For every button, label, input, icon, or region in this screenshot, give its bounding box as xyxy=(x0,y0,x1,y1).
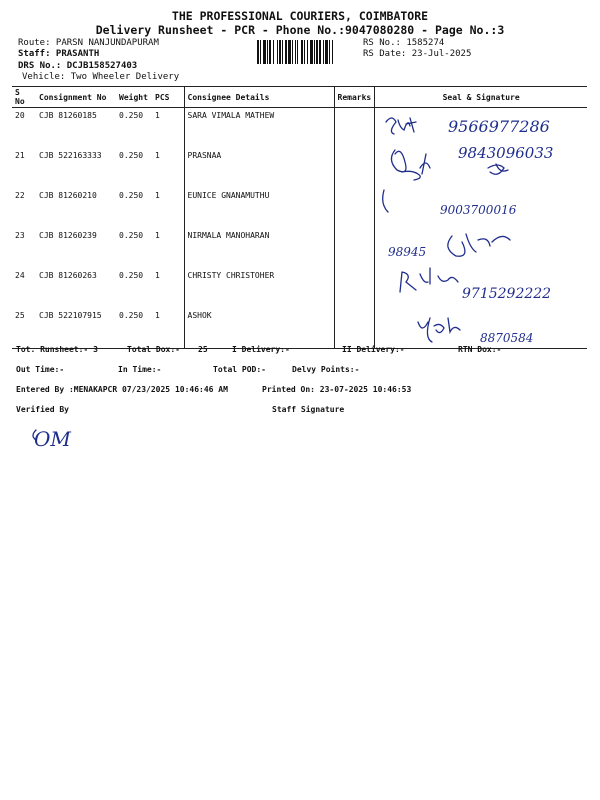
signature-scribble xyxy=(33,430,36,440)
in-time-label: In Time:- xyxy=(118,365,162,374)
cell-sno: 20 xyxy=(15,111,25,120)
cell-sno: 22 xyxy=(15,191,25,200)
cell-remarks xyxy=(334,228,375,268)
cell-weight: 0.250 xyxy=(119,271,144,280)
handwritten-phone: 9843096033 xyxy=(458,144,554,162)
handwritten-phone: 9003700016 xyxy=(440,203,517,217)
cell-sno: 24 xyxy=(15,271,25,280)
barcode-bar xyxy=(301,40,303,64)
handwritten-phone: 9715292222 xyxy=(462,286,552,302)
barcode-bar xyxy=(269,40,271,64)
barcode-bar xyxy=(260,40,261,64)
barcode-bar xyxy=(297,40,298,64)
cell-consignee: EUNICE GNANAMUTHU xyxy=(184,188,334,228)
col-header-pcs: PCS xyxy=(152,87,184,108)
barcode-bar xyxy=(257,40,259,64)
cell-remarks xyxy=(334,108,375,149)
col-header-consignee: Consignee Details xyxy=(184,87,334,108)
table-row xyxy=(12,268,587,308)
drs-number: DRS No.: DCJB158527403 xyxy=(18,61,138,71)
barcode-bar xyxy=(285,40,287,64)
handwritten-phone: 98945 xyxy=(388,245,427,259)
cell-consignment: CJB 81260263 xyxy=(39,271,97,280)
table-row xyxy=(12,148,587,188)
printed-on: Printed On: 23-07-2025 10:46:53 xyxy=(262,385,412,394)
cell-seal xyxy=(375,268,587,308)
cell-consignee: PRASNAA xyxy=(184,148,334,188)
entered-by: Entered By :MENAKAPCR 07/23/2025 10:46:46 AM xyxy=(16,385,228,394)
cell-seal xyxy=(375,188,587,228)
cell-consignee: NIRMALA MANOHARAN xyxy=(184,228,334,268)
barcode-bar xyxy=(277,40,278,64)
cell-consignment: CJB 81260210 xyxy=(39,191,97,200)
cell-weight: 0.250 xyxy=(119,151,144,160)
out-time-label: Out Time:- xyxy=(16,365,65,374)
col-header-sno: S No xyxy=(12,87,36,108)
table-row xyxy=(12,228,587,268)
cell-consignment: CJB 522107915 xyxy=(36,308,116,349)
barcode-bar xyxy=(263,40,266,64)
cell-remarks xyxy=(334,188,375,228)
handwritten-phone: 9566977286 xyxy=(448,117,550,136)
cell-consignee: CHRISTY CHRISTOHER xyxy=(184,268,334,308)
cell-pcs: 1 xyxy=(155,271,160,280)
barcode-bar xyxy=(292,40,293,64)
col-header-consignment: Consignment No xyxy=(36,87,116,108)
cell-pcs: 1 xyxy=(155,151,160,160)
cell-remarks xyxy=(334,308,375,349)
barcode-bar xyxy=(314,40,315,64)
staff-signature-label: Staff Signature xyxy=(272,405,345,414)
rs-date: RS Date: 23-Jul-2025 xyxy=(363,49,472,59)
staff-label: Staff: PRASANTH xyxy=(18,49,100,59)
delvy-points-label: Delvy Points:- xyxy=(292,365,360,374)
total-dox-value: 25 xyxy=(198,345,208,354)
col-header-seal: Seal & Signature xyxy=(375,87,587,108)
barcode-graphic xyxy=(257,40,353,64)
cell-seal xyxy=(375,308,587,349)
rs-number: RS No.: 1585274 xyxy=(363,38,445,48)
cell-weight: 0.250 xyxy=(116,308,152,349)
total-pod-label: Total POD:- xyxy=(213,365,266,374)
cell-weight: 0.250 xyxy=(119,191,144,200)
cell-weight: 0.250 xyxy=(119,231,144,240)
col-header-remarks: Remarks xyxy=(334,87,375,108)
barcode-bar xyxy=(295,40,296,64)
barcode-bar xyxy=(282,40,283,64)
cell-consignment: CJB 81260239 xyxy=(39,231,97,240)
cell-pcs: 1 xyxy=(155,191,160,200)
barcode-bar xyxy=(304,40,305,64)
runsheet-table xyxy=(12,86,587,349)
barcode-bar xyxy=(319,40,321,64)
cell-consignment: CJB 522163333 xyxy=(39,151,102,160)
cell-remarks xyxy=(334,148,375,188)
barcode-bar xyxy=(273,40,274,64)
verified-signature: OM xyxy=(34,427,71,451)
table-header-row xyxy=(12,87,587,108)
barcode-bar xyxy=(310,40,313,64)
cell-seal xyxy=(375,148,587,188)
table-row xyxy=(12,108,587,149)
barcode-bar xyxy=(316,40,318,64)
ii-delivery-label: II Delivery:- xyxy=(342,345,405,354)
cell-sno: 23 xyxy=(15,231,25,240)
barcode-bar xyxy=(288,40,291,64)
cell-seal xyxy=(375,108,587,149)
cell-pcs: 1 xyxy=(155,231,160,240)
barcode-bar xyxy=(307,40,308,64)
cell-seal xyxy=(375,228,587,268)
cell-pcs: 1 xyxy=(152,308,184,349)
table-row xyxy=(12,308,587,349)
cell-consignee: ASHOK xyxy=(184,308,334,349)
barcode-bar xyxy=(329,40,330,64)
cell-pcs: 1 xyxy=(155,111,160,120)
cell-sno: 21 xyxy=(15,151,25,160)
company-title: THE PROFESSIONAL COURIERS, COIMBATORE xyxy=(171,9,429,23)
route-label: Route: PARSN NANJUNDAPURAM xyxy=(18,38,159,48)
total-dox-label: Total Dox:- xyxy=(127,345,180,354)
vehicle-label: Vehicle: Two Wheeler Delivery xyxy=(22,72,180,82)
cell-sno: 25 xyxy=(12,308,36,349)
cell-remarks xyxy=(334,268,375,308)
verified-by-label: Verified By xyxy=(16,405,69,414)
barcode-bar xyxy=(323,40,324,64)
i-delivery-label: I Delivery:- xyxy=(232,345,290,354)
runsheet-subtitle: Delivery Runsheet - PCR - Phone No.:9047080280 - Page No.:3 xyxy=(95,23,505,37)
barcode-bar xyxy=(332,40,333,64)
cell-consignee: SARA VIMALA MATHEW xyxy=(184,108,334,149)
barcode-bar xyxy=(267,40,268,64)
rtn-dox-label: RTN Dox:- xyxy=(458,345,502,354)
cell-weight: 0.250 xyxy=(119,111,144,120)
barcode-bar xyxy=(325,40,328,64)
cell-consignment: CJB 81260185 xyxy=(39,111,97,120)
barcode-bar xyxy=(279,40,281,64)
col-header-weight: Weight xyxy=(116,87,152,108)
table-row xyxy=(12,188,587,228)
handwritten-phone: 8870584 xyxy=(480,331,534,345)
total-runsheet: Tot. Runsheet:- 3 xyxy=(16,345,98,354)
